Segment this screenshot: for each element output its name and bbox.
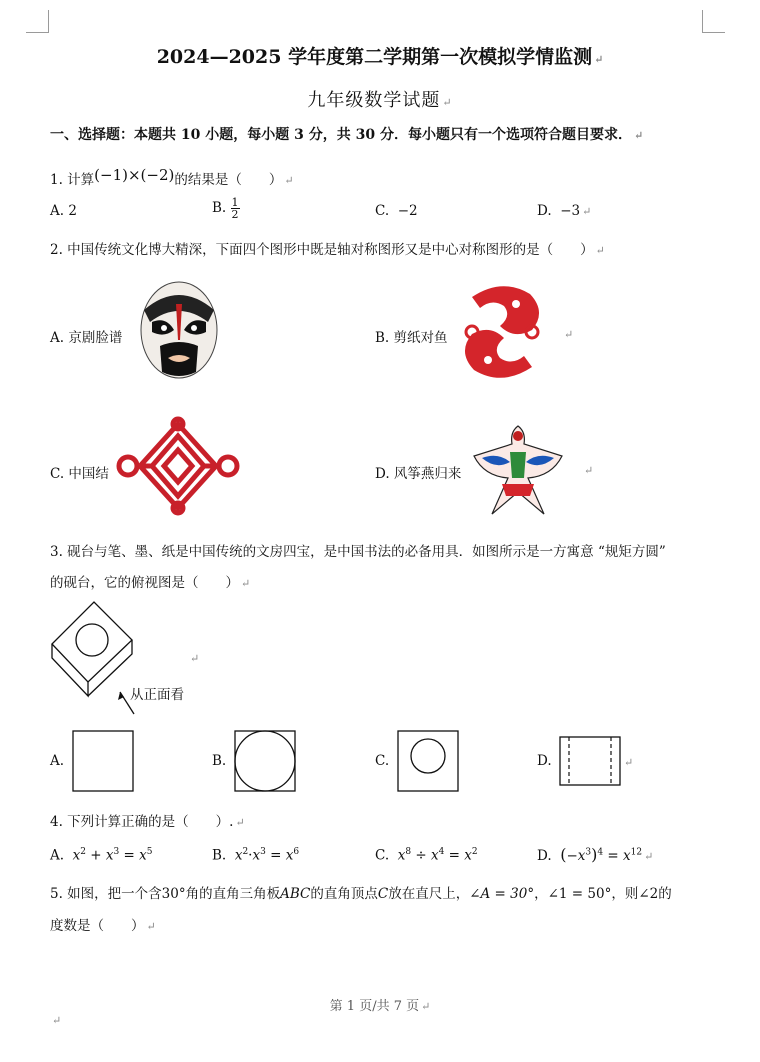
q4-option-b[interactable]: B. $x^2\cdot x^3 = x^6$: [212, 847, 300, 864]
q3-d-mark: ↵: [624, 756, 634, 769]
q3-option-c[interactable]: C.: [375, 753, 390, 769]
q3-option-d-figure: [559, 736, 621, 786]
end-mark: ↵: [52, 1014, 62, 1027]
q2-b-mark: ↵: [564, 328, 574, 341]
q3-option-a[interactable]: A.: [50, 753, 65, 769]
q3-option-a-figure: [72, 730, 134, 792]
question-2: 2. 中国传统文化博大精深，下面四个图形中既是轴对称图形又是中心对称图形的是（ ） ↵: [50, 242, 605, 258]
q3-option-c-figure: [397, 730, 459, 792]
question-4: 4. 下列计算正确的是（ ）. ↵: [50, 814, 245, 830]
page-footer: 第 1 页/共 7 页 ↵: [329, 999, 431, 1014]
q3-option-b-figure: [234, 730, 296, 792]
swallow-kite-image: [472, 422, 564, 516]
q2-d-mark: ↵: [584, 464, 594, 477]
corner-mark-left: [26, 10, 49, 33]
q3-option-b[interactable]: B.: [212, 753, 227, 769]
opera-mask-image: [138, 280, 220, 382]
corner-mark-right: [702, 10, 725, 33]
q3-option-d[interactable]: D.: [537, 753, 552, 769]
q2-option-b[interactable]: B. 剪纸对鱼: [375, 330, 448, 346]
page-title: 2024—2025 学年度第二学期第一次模拟学情监测 ↵: [156, 46, 604, 68]
papercut-fish-image: [452, 282, 552, 382]
q1-option-b[interactable]: B. $\frac{1}{2}$: [212, 196, 239, 221]
q1-expression: (−1)×(−2): [94, 166, 175, 184]
q2-option-c[interactable]: C. 中国结: [50, 466, 109, 482]
q1-option-c[interactable]: C. −2: [375, 203, 418, 219]
page-subtitle: 九年级数学试题 ↵: [307, 90, 453, 111]
q3-figure-mark: ↵: [190, 652, 200, 665]
question-3-line2: 的砚台，它的俯视图是（ ） ↵: [50, 575, 251, 591]
q4-option-c[interactable]: C. $x^8 \div x^4 = x^2$: [375, 847, 478, 864]
q4-option-a[interactable]: A. $x^2 + x^3 = x^5$: [50, 847, 153, 864]
q2-option-a[interactable]: A. 京剧脸谱: [50, 330, 123, 346]
chinese-knot-image: [116, 418, 240, 514]
q3-view-label: 从正面看: [130, 687, 184, 703]
q4-option-d[interactable]: D. $(-x^3)^4 = x^{12}$ ↵: [537, 845, 654, 864]
question-1: 1. 计算(−1)×(−2)的结果是（ ） ↵: [50, 166, 294, 188]
q2-option-d[interactable]: D. 风筝燕归来: [375, 466, 462, 482]
q1-fraction: $\frac{1}{2}$: [231, 196, 239, 221]
question-5-line2: 度数是（ ） ↵: [50, 918, 156, 934]
q1-option-a[interactable]: A. 2: [50, 203, 77, 219]
section-heading: 一、选择题：本题共 10 小题，每小题 3 分，共 30 分．每小题只有一个选项符合题目要求． ↵: [50, 127, 644, 143]
question-5-line1: 5. 如图，把一个含30°角的直角三角板ABC的直角顶点C放在直尺上，∠A = 30°，∠1 = 50°，则∠2的: [50, 886, 672, 902]
q1-option-d[interactable]: D. −3 ↵: [537, 203, 592, 219]
question-3-line1: 3. 砚台与笔、墨、纸是中国传统的文房四宝，是中国书法的必备用具．如图所示是一方寓意 “规矩方圆”: [50, 544, 666, 560]
